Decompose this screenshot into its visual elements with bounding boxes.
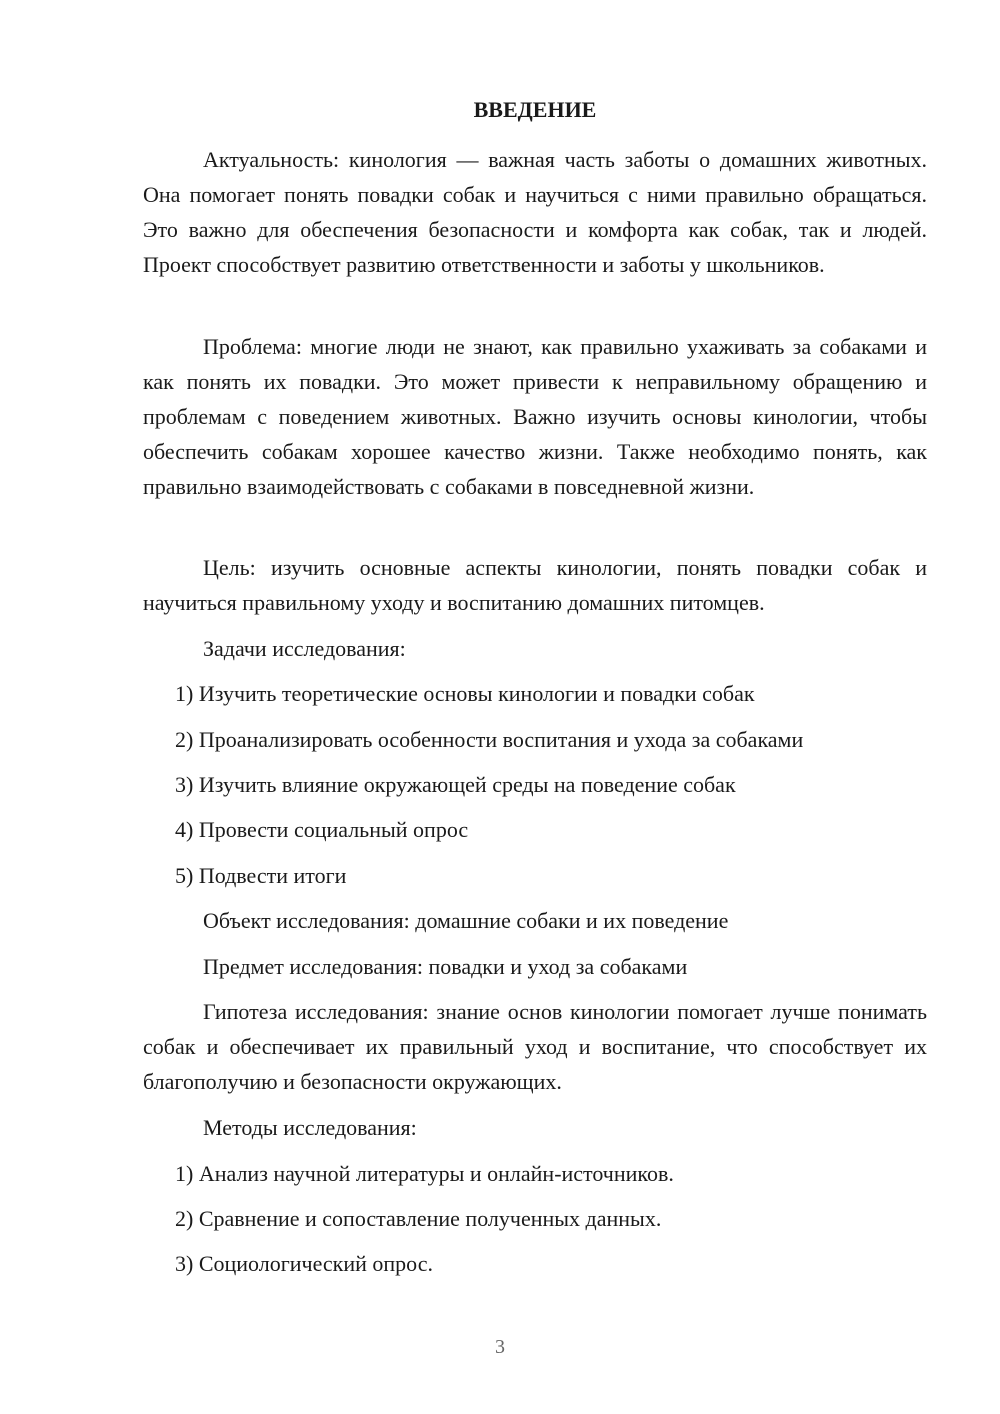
- task-item: 5) Подвести итоги: [175, 863, 347, 888]
- hypothesis-paragraph: Гипотеза исследования: знание основ кинологии помогает лучше понимать собак и обеспечивает их правильный уход и воспитание, что способствует их благополучию и безопасности окружающих.: [143, 999, 927, 1094]
- task-item: 2) Проанализировать особенности воспитания и ухода за собаками: [175, 727, 804, 752]
- method-item: 3) Социологический опрос.: [175, 1251, 433, 1276]
- problem-paragraph: Проблема: многие люди не знают, как правильно ухаживать за собаками и как понять их повадки. Это может привести к неправильному обращению и проблемам с поведением животных. Важно изучить основы кинологии, чтобы обеспечить собакам хорошее качество жизни. Также необходимо понять, как правильно взаимодействовать с собаками в повседневной жизни.: [143, 334, 927, 499]
- method-item: 1) Анализ научной литературы и онлайн-источников.: [175, 1161, 674, 1186]
- section-heading: ВВЕДЕНИЕ: [473, 97, 597, 122]
- task-item: 4) Провести социальный опрос: [175, 817, 469, 842]
- task-item: 1) Изучить теоретические основы кинологии и повадки собак: [175, 681, 755, 706]
- tasks-title: Задачи исследования:: [203, 636, 406, 661]
- subject-line: Предмет исследования: повадки и уход за собаками: [203, 954, 688, 979]
- object-line: Объект исследования: домашние собаки и их поведение: [203, 908, 729, 933]
- page-number: 3: [495, 1336, 505, 1358]
- method-item: 2) Сравнение и сопоставление полученных данных.: [175, 1206, 662, 1231]
- goal-paragraph: Цель: изучить основные аспекты кинологии, понять повадки собак и научиться правильному уходу и воспитанию домашних питомцев.: [143, 555, 927, 615]
- task-item: 3) Изучить влияние окружающей среды на поведение собак: [175, 772, 736, 797]
- relevance-paragraph: Актуальность: кинология — важная часть заботы о домашних животных. Она помогает понять повадки собак и научиться с ними правильно обращаться. Это важно для обеспечения безопасности и комфорта как собак, так и людей. Проект способствует развитию ответственности и заботы у школьников.: [143, 147, 927, 277]
- methods-title: Методы исследования:: [203, 1115, 417, 1140]
